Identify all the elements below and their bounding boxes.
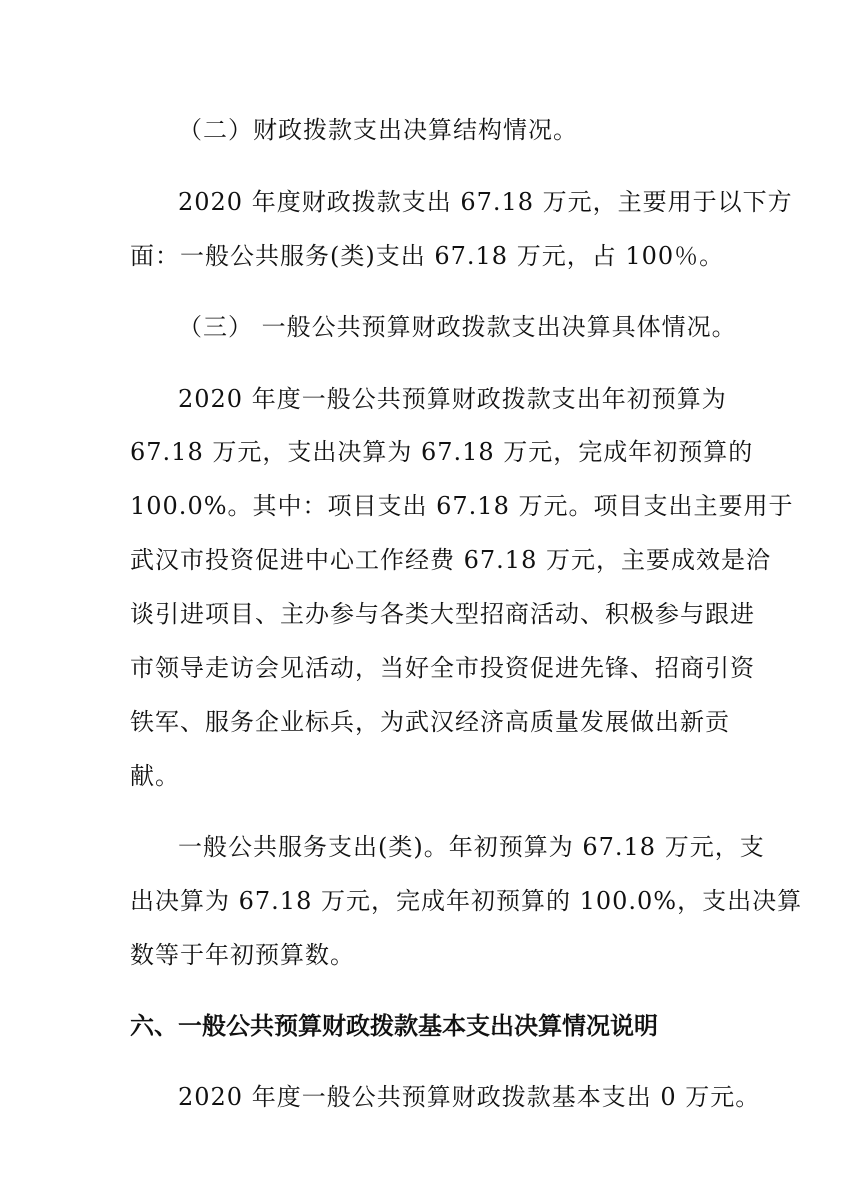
- paragraph-line: 铁军、服务企业标兵，为武汉经济高质量发展做出新贡: [130, 708, 730, 736]
- subheading-expenditure-structure: （二）财政拨款支出决算结构情况。: [178, 116, 578, 144]
- paragraph-line: 一般公共服务支出(类)。年初预算为 67.18 万元，支: [178, 833, 765, 861]
- paragraph-line: 67.18 万元，支出决算为 67.18 万元，完成年初预算的: [130, 438, 754, 466]
- paragraph-line: 数等于年初预算数。: [130, 941, 355, 969]
- paragraph-line: 献。: [130, 762, 180, 790]
- paragraph-line: 2020 年度一般公共预算财政拨款支出年初预算为: [178, 385, 727, 413]
- paragraph-line: 面：一般公共服务(类)支出 67.18 万元，占 100％。: [130, 242, 725, 270]
- paragraph-line: 谈引进项目、主办参与各类大型招商活动、积极参与跟进: [130, 600, 755, 628]
- paragraph-line: 2020 年度财政拨款支出 67.18 万元，主要用于以下方: [178, 188, 793, 216]
- paragraph-line: 市领导走访会见活动，当好全市投资促进先锋、招商引资: [130, 654, 755, 682]
- paragraph-line: 武汉市投资促进中心工作经费 67.18 万元，主要成效是洽: [130, 546, 771, 574]
- subheading-general-budget-details: （三） 一般公共预算财政拨款支出决算具体情况。: [178, 313, 737, 341]
- paragraph-line: 100.0%。其中：项目支出 67.18 万元。项目支出主要用于: [130, 492, 794, 520]
- section-heading-basic-expenditure: 六、一般公共预算财政拨款基本支出决算情况说明: [130, 1012, 658, 1040]
- paragraph-line: 出决算为 67.18 万元，完成年初预算的 100.0%，支出决算: [130, 887, 803, 915]
- paragraph-line: 2020 年度一般公共预算财政拨款基本支出 0 万元。: [178, 1083, 761, 1111]
